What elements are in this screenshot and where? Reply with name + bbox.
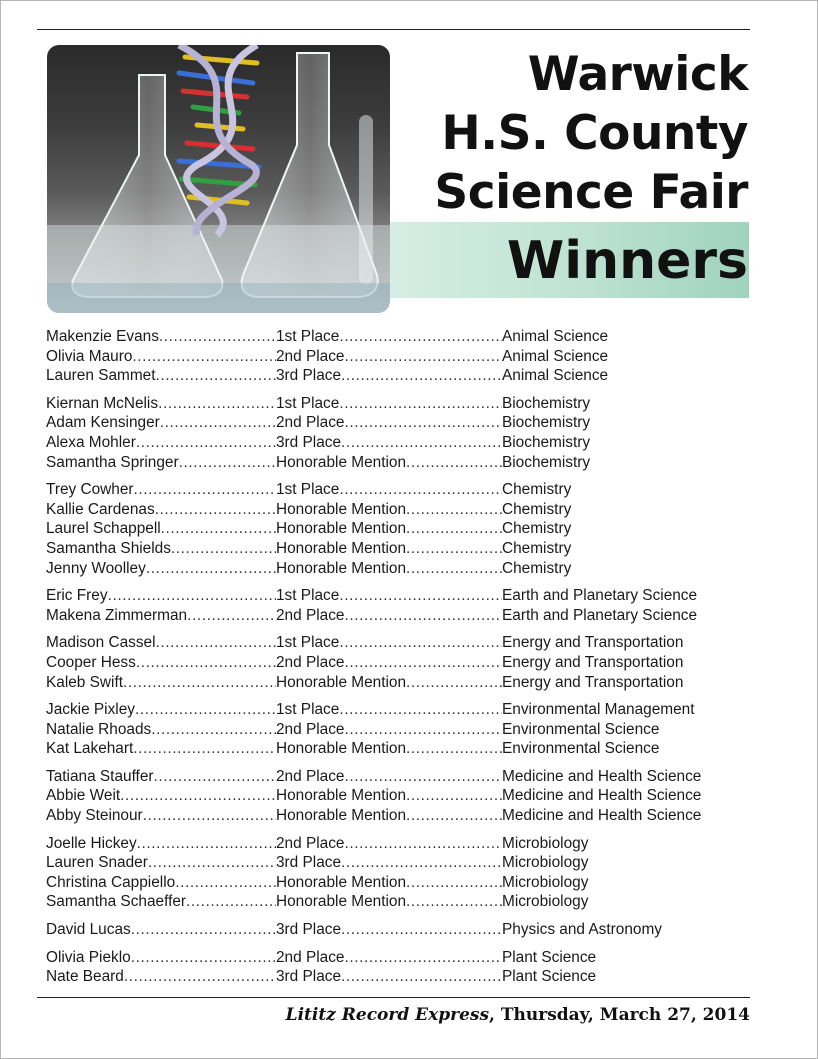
winner-name	[46, 834, 276, 854]
lab-glassware-photo	[47, 45, 390, 313]
winner-category	[502, 347, 746, 367]
winner-name	[46, 539, 276, 559]
winner-place	[276, 433, 502, 453]
winner-name	[46, 480, 276, 500]
winner-name-text: Christina Cappiello	[46, 873, 176, 891]
winner-place-text: Honorable Mention	[276, 673, 407, 691]
winner-category-text: Microbiology	[502, 873, 589, 891]
winner-name-text: Laurel Schappell	[46, 520, 161, 538]
winner-category	[502, 559, 746, 579]
winners-list	[46, 327, 746, 995]
winner-name-text: Makena Zimmerman	[46, 606, 188, 624]
winner-category-text: Physics and Astronomy	[502, 921, 662, 939]
list-item	[46, 413, 746, 433]
title-line-1: Warwick	[527, 47, 748, 102]
winner-name	[46, 606, 276, 626]
list-item	[46, 347, 746, 367]
list-item	[46, 700, 746, 720]
winner-place-text: 3rd Place	[276, 433, 342, 451]
winner-name	[46, 559, 276, 579]
winner-name	[46, 873, 276, 893]
list-item	[46, 366, 746, 386]
winner-place	[276, 892, 502, 912]
winner-category	[502, 806, 746, 826]
winner-category-text: Chemistry	[502, 500, 572, 518]
list-item	[46, 653, 746, 673]
winner-name	[46, 967, 276, 987]
winner-category-text: Chemistry	[502, 520, 572, 538]
list-item	[46, 433, 746, 453]
category-group	[46, 394, 746, 472]
winner-category	[502, 948, 746, 968]
winner-name-text: Olivia Mauro	[46, 347, 133, 365]
winner-name-text: Olivia Pieklo	[46, 948, 131, 966]
winner-category-text: Biochemistry	[502, 414, 591, 432]
winner-category-text: Biochemistry	[502, 394, 591, 412]
winner-place-text: Honorable Mention	[276, 520, 407, 538]
winner-place	[276, 327, 502, 347]
winner-category-text: Environmental Management	[502, 701, 695, 719]
winner-category-text: Medicine and Health Science	[502, 807, 702, 825]
winner-place-text: Honorable Mention	[276, 539, 407, 557]
winner-name	[46, 453, 276, 473]
winner-category-text: Energy and Transportation	[502, 673, 684, 691]
winner-category-text: Animal Science	[502, 367, 609, 385]
winner-place-text: Honorable Mention	[276, 787, 407, 805]
winner-place	[276, 920, 502, 940]
winner-category-text: Biochemistry	[502, 453, 591, 471]
winner-place-text: 1st Place	[276, 634, 340, 652]
category-group	[46, 700, 746, 759]
winner-place-text: Honorable Mention	[276, 500, 407, 518]
winner-name-text: Alexa Mohler	[46, 433, 136, 451]
list-item	[46, 853, 746, 873]
list-item	[46, 786, 746, 806]
winner-category	[502, 720, 746, 740]
winner-name-text: Madison Cassel	[46, 634, 156, 652]
category-group	[46, 834, 746, 912]
winner-place-text: 3rd Place	[276, 854, 342, 872]
winner-name	[46, 366, 276, 386]
winner-place	[276, 873, 502, 893]
publication-date: , Thursday, March 27, 2014	[489, 1005, 750, 1025]
winner-place	[276, 853, 502, 873]
list-item	[46, 948, 746, 968]
winner-place	[276, 967, 502, 987]
winner-category	[502, 967, 746, 987]
winner-name-text: Joelle Hickey	[46, 834, 137, 852]
winner-place-text: 2nd Place	[276, 834, 345, 852]
page-title	[434, 45, 748, 222]
winner-name	[46, 892, 276, 912]
list-item	[46, 539, 746, 559]
winner-place	[276, 720, 502, 740]
list-item	[46, 500, 746, 520]
winner-category-text: Energy and Transportation	[502, 653, 684, 671]
list-item	[46, 739, 746, 759]
winner-place-text: 2nd Place	[276, 347, 345, 365]
list-item	[46, 967, 746, 987]
subtitle-winners: Winners	[506, 231, 748, 291]
winner-category	[502, 606, 746, 626]
list-item	[46, 453, 746, 473]
winner-category	[502, 480, 746, 500]
winner-category	[502, 453, 746, 473]
winner-category	[502, 700, 746, 720]
winner-name-text: Natalie Rhoads	[46, 720, 152, 738]
winner-place-text: Honorable Mention	[276, 559, 407, 577]
title-line-2: H.S. County	[441, 106, 748, 161]
winner-category-text: Animal Science	[502, 347, 609, 365]
winner-category-text: Microbiology	[502, 834, 589, 852]
list-item	[46, 673, 746, 693]
winner-category-text: Medicine and Health Science	[502, 787, 702, 805]
winner-name	[46, 806, 276, 826]
category-group	[46, 920, 746, 940]
winner-place-text: 2nd Place	[276, 414, 345, 432]
winner-place-text: 2nd Place	[276, 948, 345, 966]
winner-place-text: 2nd Place	[276, 653, 345, 671]
winner-category	[502, 673, 746, 693]
footer-credit	[286, 1005, 750, 1025]
winner-place-text: 3rd Place	[276, 367, 342, 385]
winner-category	[502, 739, 746, 759]
category-group	[46, 767, 746, 826]
winner-name-text: Samantha Springer	[46, 453, 179, 471]
winner-category-text: Earth and Planetary Science	[502, 606, 698, 624]
winner-place-text: 1st Place	[276, 701, 340, 719]
winner-name-text: Lauren Snader	[46, 854, 148, 872]
winner-name-text: Jackie Pixley	[46, 701, 135, 719]
winner-place	[276, 453, 502, 473]
winner-place	[276, 834, 502, 854]
winner-name	[46, 586, 276, 606]
winner-place-text: 1st Place	[276, 394, 340, 412]
winner-name-text: Tatiana Stauffer	[46, 767, 154, 785]
list-item	[46, 920, 746, 940]
winner-place-text: 2nd Place	[276, 720, 345, 738]
winner-category	[502, 653, 746, 673]
list-item	[46, 586, 746, 606]
winner-name-text: Kaleb Swift	[46, 673, 123, 691]
winner-name-text: Trey Cowher	[46, 481, 134, 499]
winner-name	[46, 633, 276, 653]
winner-name	[46, 653, 276, 673]
winner-category	[502, 834, 746, 854]
winner-name	[46, 347, 276, 367]
winner-place	[276, 347, 502, 367]
winner-place-text: 2nd Place	[276, 767, 345, 785]
winner-name-text: Eric Frey	[46, 587, 108, 605]
winner-place	[276, 586, 502, 606]
winner-category	[502, 786, 746, 806]
bottom-rule	[37, 997, 750, 998]
winner-place	[276, 739, 502, 759]
winner-place	[276, 413, 502, 433]
winner-category-text: Animal Science	[502, 328, 609, 345]
winner-place	[276, 786, 502, 806]
winner-name-text: Jenny Woolley	[46, 559, 146, 577]
winner-name-text: Adam Kensinger	[46, 414, 160, 432]
winner-category-text: Earth and Planetary Science	[502, 587, 698, 605]
winner-place	[276, 480, 502, 500]
list-item	[46, 394, 746, 414]
winner-name-text: Abbie Weit	[46, 787, 121, 805]
winner-place-text: 1st Place	[276, 481, 340, 499]
winner-place-text: 1st Place	[276, 328, 340, 345]
category-group	[46, 586, 746, 625]
winner-place	[276, 394, 502, 414]
winner-category-text: Plant Science	[502, 968, 597, 986]
winner-place	[276, 948, 502, 968]
winner-category	[502, 920, 746, 940]
list-item	[46, 873, 746, 893]
list-item	[46, 480, 746, 500]
winner-name-text: Nate Beard	[46, 968, 124, 986]
winner-place	[276, 500, 502, 520]
winner-category	[502, 366, 746, 386]
top-rule	[37, 29, 750, 30]
winner-place	[276, 700, 502, 720]
winner-category-text: Chemistry	[502, 481, 572, 499]
winner-category	[502, 853, 746, 873]
winner-category	[502, 892, 746, 912]
list-item	[46, 519, 746, 539]
publication-name: Lititz Record Express	[285, 1005, 490, 1025]
winner-place-text: 1st Place	[276, 587, 340, 605]
winner-place	[276, 519, 502, 539]
winner-name-text: David Lucas	[46, 921, 131, 939]
winner-place-text: Honorable Mention	[276, 807, 407, 825]
winner-category-text: Biochemistry	[502, 433, 591, 451]
winner-place	[276, 559, 502, 579]
winner-category-text: Environmental Science	[502, 740, 660, 758]
winner-category	[502, 394, 746, 414]
winner-name	[46, 739, 276, 759]
winner-name-text: Cooper Hess	[46, 653, 136, 671]
winner-place-text: Honorable Mention	[276, 873, 407, 891]
winner-name	[46, 394, 276, 414]
winner-category	[502, 633, 746, 653]
winner-category	[502, 873, 746, 893]
winner-name	[46, 673, 276, 693]
winner-place-text: Honorable Mention	[276, 740, 407, 758]
winner-category-text: Energy and Transportation	[502, 634, 684, 652]
winner-name	[46, 920, 276, 940]
list-item	[46, 606, 746, 626]
winner-name	[46, 500, 276, 520]
winner-place	[276, 653, 502, 673]
winner-name	[46, 948, 276, 968]
winner-place	[276, 633, 502, 653]
winner-category	[502, 413, 746, 433]
winner-place-text: 3rd Place	[276, 968, 342, 986]
winner-name	[46, 786, 276, 806]
winner-place-text: 3rd Place	[276, 921, 342, 939]
winner-name-text: Makenzie Evans	[46, 328, 159, 345]
winner-category-text: Microbiology	[502, 854, 589, 872]
winner-name-text: Samantha Schaeffer	[46, 893, 187, 911]
list-item	[46, 633, 746, 653]
winner-name-text: Lauren Sammet	[46, 367, 156, 385]
winner-place	[276, 366, 502, 386]
list-item	[46, 834, 746, 854]
winner-category-text: Microbiology	[502, 893, 589, 911]
winner-name	[46, 413, 276, 433]
winner-name-text: Kallie Cardenas	[46, 500, 155, 518]
winner-category	[502, 519, 746, 539]
category-group	[46, 480, 746, 578]
winner-category	[502, 327, 746, 347]
category-group	[46, 327, 746, 386]
winner-place	[276, 767, 502, 787]
winner-place-text: Honorable Mention	[276, 893, 407, 911]
winner-place	[276, 806, 502, 826]
winner-category	[502, 586, 746, 606]
winner-name	[46, 433, 276, 453]
winner-name	[46, 327, 276, 347]
winner-name-text: Abby Steinour	[46, 807, 143, 825]
winner-place-text: Honorable Mention	[276, 453, 407, 471]
list-item	[46, 559, 746, 579]
list-item	[46, 327, 746, 347]
winner-category-text: Chemistry	[502, 559, 572, 577]
winner-category	[502, 433, 746, 453]
list-item	[46, 892, 746, 912]
winner-category-text: Chemistry	[502, 539, 572, 557]
winner-name	[46, 853, 276, 873]
winner-place	[276, 606, 502, 626]
category-group	[46, 633, 746, 692]
winner-name-text: Samantha Shields	[46, 539, 171, 557]
winner-name	[46, 700, 276, 720]
winner-name	[46, 519, 276, 539]
winner-category	[502, 767, 746, 787]
winner-name-text: Kiernan McNelis	[46, 394, 159, 412]
winner-name-text: Kat Lakehart	[46, 740, 134, 758]
winner-place	[276, 673, 502, 693]
winner-place	[276, 539, 502, 559]
winner-category	[502, 539, 746, 559]
category-group	[46, 948, 746, 987]
list-item	[46, 806, 746, 826]
winner-name	[46, 767, 276, 787]
title-line-3: Science Fair	[434, 165, 748, 220]
list-item	[46, 720, 746, 740]
winner-name	[46, 720, 276, 740]
winner-category	[502, 500, 746, 520]
winner-category-text: Plant Science	[502, 948, 597, 966]
winner-category-text: Environmental Science	[502, 720, 660, 738]
winner-category-text: Medicine and Health Science	[502, 767, 702, 785]
list-item	[46, 767, 746, 787]
winner-place-text: 2nd Place	[276, 606, 345, 624]
